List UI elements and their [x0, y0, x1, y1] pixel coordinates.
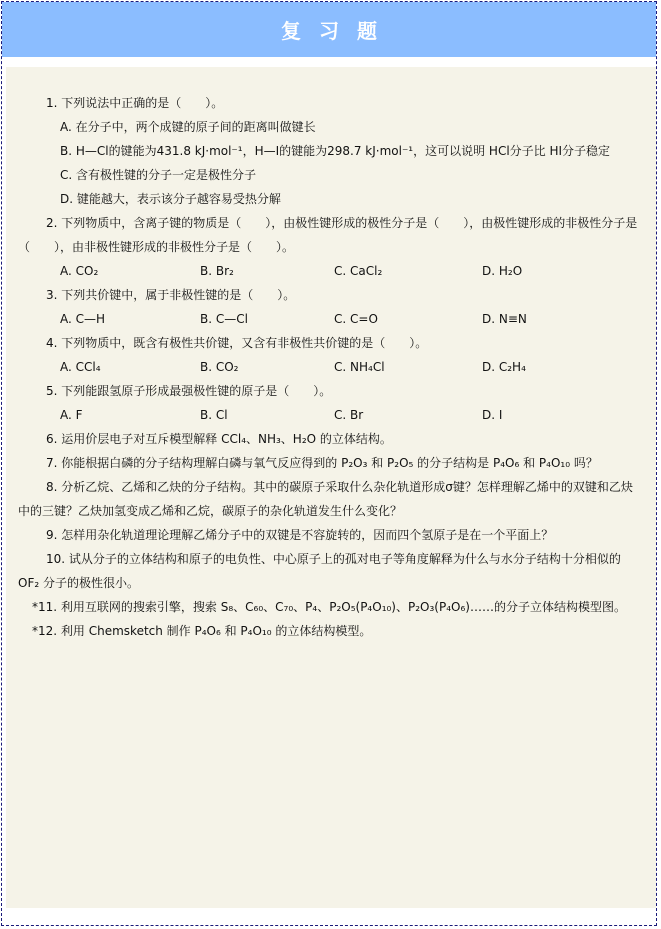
question-3: [18, 283, 642, 331]
choice-row: [18, 259, 642, 283]
choice-a: A. CCl₄: [60, 360, 101, 374]
question-stem: 5. 下列能跟氢原子形成最强极性键的原子是（ ）。: [46, 384, 332, 398]
question-8: 8. 分析乙烷、乙烯和乙炔的分子结构。其中的碳原子采取什么杂化轨道形成σ键？怎样理解乙烯中的双键和乙炔中的三键？乙炔加氢变成乙烯和乙烷，碳原子的杂化轨道发生什么变化？: [18, 480, 633, 518]
exercise-panel: [6, 67, 656, 908]
choice-d: D. I: [482, 408, 503, 422]
choice-a: A. CO₂: [60, 264, 99, 278]
question-stem: 3. 下列共价键中，属于非极性键的是（ ）。: [46, 288, 296, 302]
question-stem: 1. 下列说法中正确的是（ ）。: [46, 96, 224, 110]
question-5: [18, 379, 642, 427]
choice-b: B. Cl: [200, 408, 228, 422]
question-1: [18, 91, 642, 211]
section-header: [2, 2, 656, 57]
question-11: *11. 利用互联网的搜索引擎，搜索 S₈、C₆₀、C₇₀、P₄、P₂O₅(P₄O₁₀)、P₂O₃(P₄O₆)……的分子立体结构模型图。: [32, 600, 626, 614]
choice-d: D. C₂H₄: [482, 360, 526, 374]
choice-row: [18, 403, 642, 427]
choice-b: B. Br₂: [200, 264, 234, 278]
choice-d: D. H₂O: [482, 264, 523, 278]
choice-c: C. CaCl₂: [334, 264, 383, 278]
choice-d: D. N≡N: [482, 312, 527, 326]
choice-d: D. 键能越大，表示该分子越容易受热分解: [60, 192, 281, 206]
choice-b: B. CO₂: [200, 360, 239, 374]
choice-a: A. 在分子中，两个成键的原子间的距离叫做键长: [60, 120, 316, 134]
question-9: 9. 怎样用杂化轨道理论理解乙烯分子中的双键是不容旋转的，因而四个氢原子是在一个平面上？: [46, 528, 554, 542]
choice-row: [18, 307, 642, 331]
choice-a: A. F: [60, 408, 83, 422]
question-list: [18, 91, 642, 643]
question-stem: 2. 下列物质中，含离子键的物质是（ ），由极性键形成的极性分子是（ ），由极性键形成的非极性分子是（ ），由非极性键形成的非极性分子是（ ）。: [18, 216, 638, 254]
page-title: 复习题: [281, 19, 395, 43]
question-12: *12. 利用 Chemsketch 制作 P₄O₆ 和 P₄O₁₀ 的立体结构模型。: [32, 624, 372, 638]
question-6: 6. 运用价层电子对互斥模型解释 CCl₄、NH₃、H₂O 的立体结构。: [46, 432, 392, 446]
choice-b: B. H—Cl的键能为431.8 kJ·mol⁻¹，H—I的键能为298.7 kJ·mol⁻¹，这可以说明 HCl分子比 HI分子稳定: [60, 144, 611, 158]
question-4: [18, 331, 642, 379]
choice-row: [18, 355, 642, 379]
choice-c: C. C=O: [334, 312, 378, 326]
choice-c: C. NH₄Cl: [334, 360, 385, 374]
question-7: 7. 你能根据白磷的分子结构理解白磷与氧气反应得到的 P₂O₃ 和 P₂O₅ 的分子结构是 P₄O₆ 和 P₄O₁₀ 吗？: [46, 456, 598, 470]
question-2: [18, 211, 642, 283]
question-10: 10. 试从分子的立体结构和原子的电负性、中心原子上的孤对电子等角度解释为什么与水分子结构十分相似的 OF₂ 分子的极性很小。: [18, 552, 621, 590]
choice-b: B. C—Cl: [200, 312, 248, 326]
choice-a: A. C—H: [60, 312, 106, 326]
choice-c: C. Br: [334, 408, 364, 422]
question-stem: 4. 下列物质中，既含有极性共价键，又含有非极性共价键的是（ ）。: [46, 336, 428, 350]
choice-c: C. 含有极性键的分子一定是极性分子: [60, 168, 257, 182]
